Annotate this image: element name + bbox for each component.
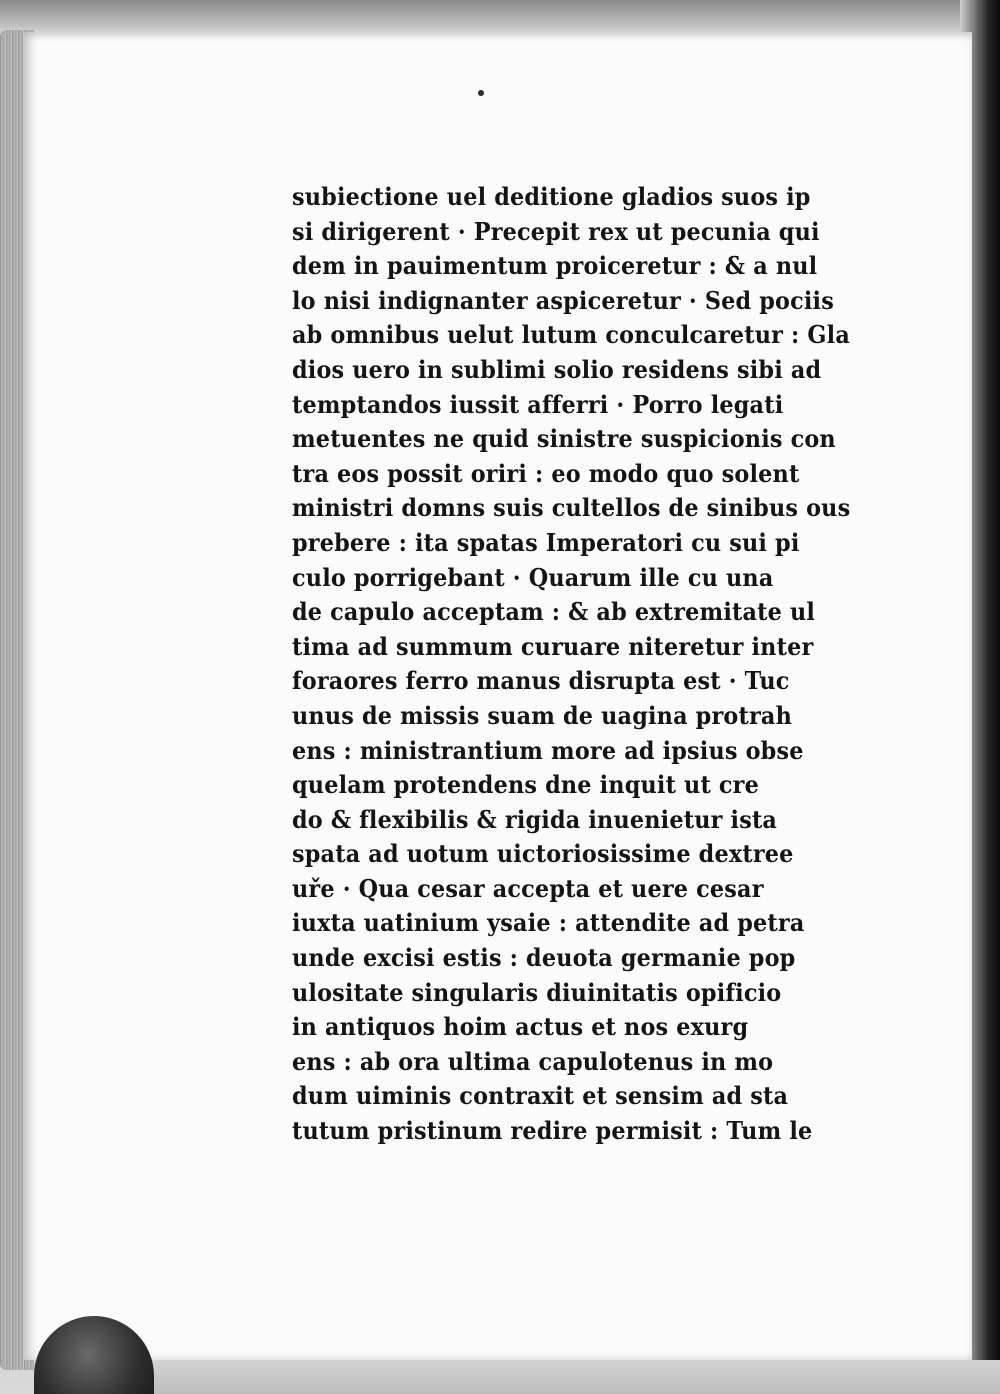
manuscript-text (292, 180, 942, 1149)
text-line: unde excisi estis : deuota germanie pop (292, 943, 796, 973)
text-line: quelam protendens dne inquit ut cre (292, 770, 760, 800)
text-line: ens : ministrantium more ad ipsius obse (292, 735, 804, 765)
text-line: si dirigerent · Precepit rex ut pecunia qui (292, 216, 820, 246)
text-line: temptandos iussit afferri · Porro legati (292, 389, 784, 419)
text-line: subiectione uel deditione gladios suos ip (292, 182, 811, 211)
text-line: lo nisi indignanter aspiceretur · Sed pociis (292, 285, 834, 315)
text-line: metuentes ne quid sinistre suspicionis con (292, 424, 836, 454)
text-line: in antiquos hoim actus et nos exurg (292, 1012, 749, 1042)
text-line: dem in pauimentum proiceretur : & a nul (292, 251, 818, 281)
text-line: de capulo acceptam : & ab extremitate ul (292, 597, 816, 627)
text-line: dum uiminis contraxit et sensim ad sta (292, 1081, 789, 1111)
text-line: spata ad uotum uictoriosissime dextree (292, 839, 794, 869)
text-line: ministri domns suis cultellos de sinibus ous (292, 493, 851, 523)
text-line: ulositate singularis diuinitatis opificio (292, 977, 782, 1007)
text-line: ab omnibus uelut lutum conculcaretur : Gla (292, 320, 850, 350)
text-line: tra eos possit oriri : eo modo quo solent (292, 458, 800, 488)
text-line: ens : ab ora ultima capulotenus in mo (292, 1046, 774, 1076)
text-line: unus de missis suam de uagina protrah (292, 700, 793, 730)
text-line: prebere : ita spatas Imperatori cu sui pi (292, 527, 800, 557)
page-bottom-edge (150, 1360, 1000, 1394)
text-line: culo porrigebant · Quarum ille cu una (292, 562, 774, 592)
text-line: dios uero in sublimi solio residens sibi ad (292, 354, 822, 384)
text-line: do & flexibilis & rigida inuenietur ista (292, 804, 778, 834)
text-line: tutum pristinum redire permisit : Tum le (292, 1116, 813, 1146)
text-line: iuxta uatinium ysaie : attendite ad petra (292, 908, 805, 938)
text-line: uře · Qua cesar accepta et uere cesar (292, 873, 764, 903)
text-line: foraores ferro manus disrupta est · Tuc (292, 666, 790, 696)
text-line: tima ad summum curuare niteretur inter (292, 631, 814, 661)
ink-dot (478, 90, 484, 96)
